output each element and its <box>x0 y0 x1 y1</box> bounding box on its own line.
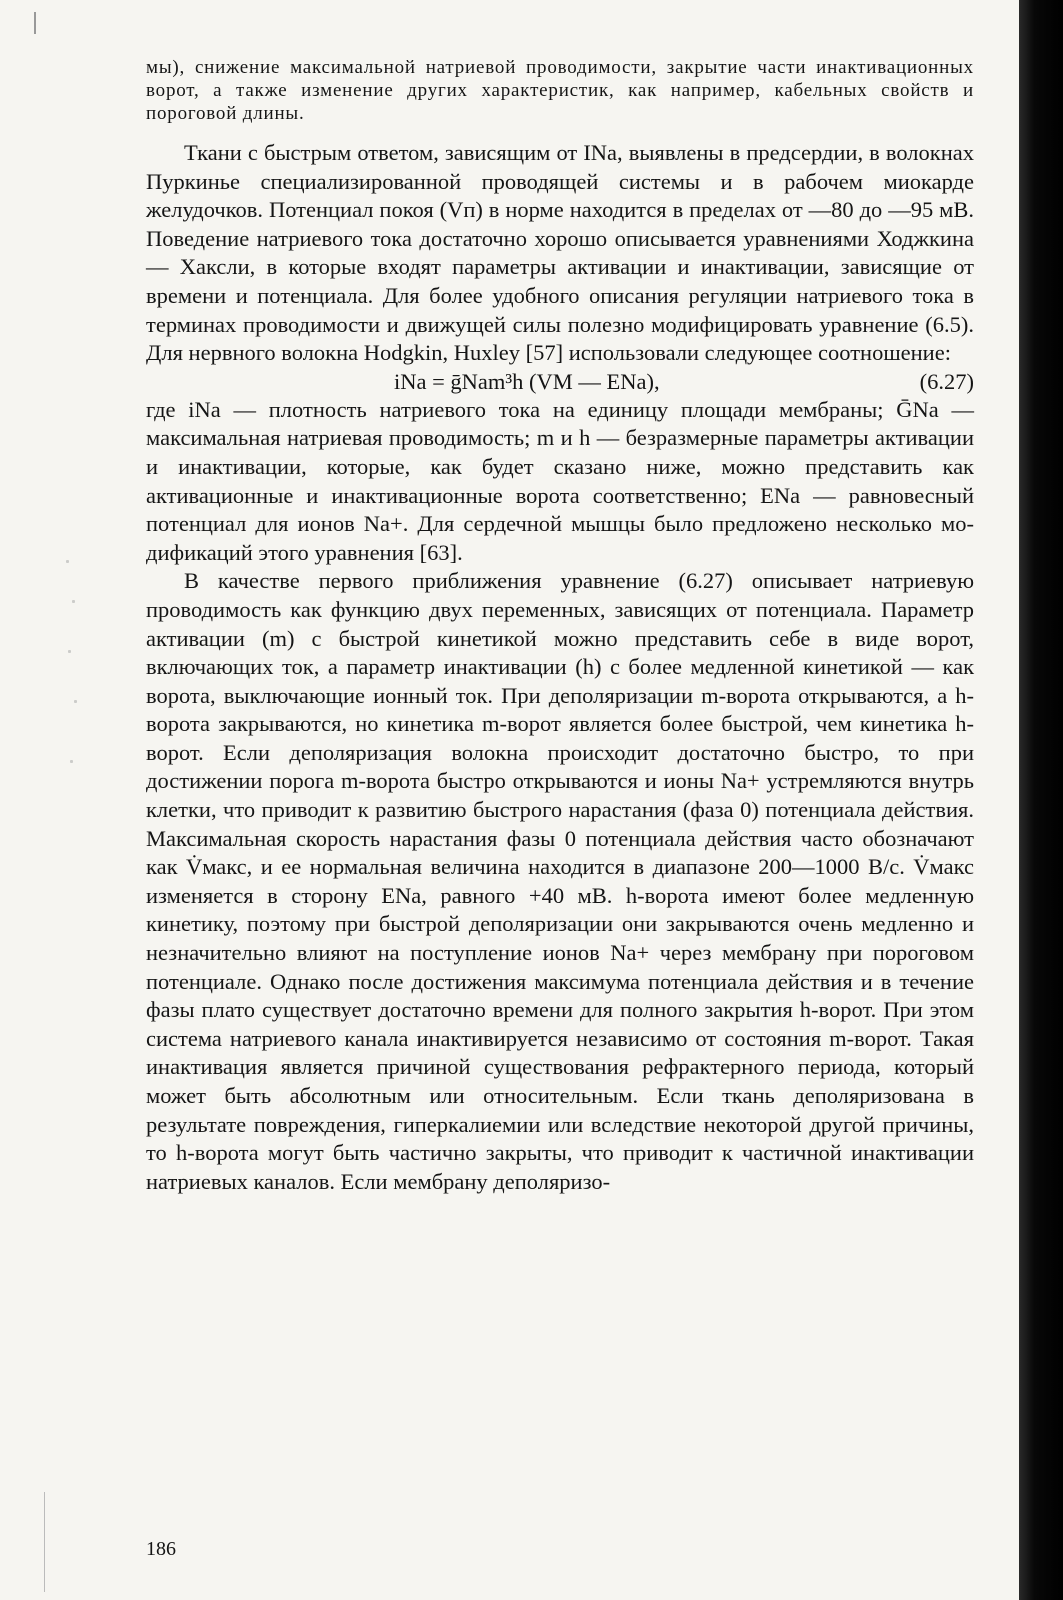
lead-paragraph: мы), снижение максимальной натриевой проводимости, закрытие части инактивационных ворот, а также изменение других характеристик, как например, кабельных свойств и пороговой длины. <box>146 57 974 124</box>
scan-artifact-speck <box>74 700 77 703</box>
page-number: 186 <box>146 1538 176 1560</box>
equation-6-27 <box>146 368 974 396</box>
body-paragraph: где iNa — плотность натриевого тока на единицу площади мембраны; ḠNa — максимальная натриевая проводимость; m и h — безразмерные параметры активации и инактивации, которые, как будет сказано ниже, можно представить как активационные и инактивационные ворота соответственно; ENa — равновесный потенциал для ионов Na+. Для сердечной мышцы было предложено несколько модификаций этого уравнения [63]. <box>146 396 974 565</box>
scan-artifact-speck <box>66 560 69 563</box>
body-paragraph: В качестве первого приближения уравнение (6.27) описывает натриевую проводимость как функцию двух переменных, зависящих от потенциала. Параметр активации (m) с быстрой кинетикой можно представить себе в виде ворот, включающих ток, а параметр инактивации (h) с более медленной кинетикой — как ворота, выключающие ионный ток. При деполяризации m-ворота открываются, а h-ворота закрываются, но кинетика m-ворот является более быстрой, чем кинетика h-ворот. Если деполяризация волокна происходит достаточно быстро, то при достижении порога m-ворота быстро открываются и ионы Na+ устремляются внутрь клетки, что приводит к развитию быстрого нарастания (фаза 0) потенциала действия. Максимальная скорость нарастания фазы 0 потенциала действия часто обозначают как V̇макс, и ее нормальная величина находится в диапазоне 200—1000 В/с. V̇макс изменяется в сторону ENa, равного +40 мВ. h-ворота имеют более медленную кинетику, поэтому при быстрой деполяризации они закрываются очень медленно и незначительно влияют на поступление ионов Na+ через мембрану при пороговом потенциале. Однако после достижения максимума потенциала действия и в течение фазы плато существует достаточно времени для полного закрытия h-ворот. При этом система натриевого канала инактивируется независимо от состояния m-ворот. Такая инактивация является причиной существования рефрактерного периода, который может быть абсолютным или относительным. Если ткань деполяризована в результате повреждения, гиперкалиемии или вследствие некоторой другой причины, то h-ворота могут быть частично закрыты, что приводит к частичной инактивации натриевых каналов. Если мембрану деполяризо- <box>146 568 974 1194</box>
scan-artifact-line <box>44 1492 45 1592</box>
scan-artifact-speck <box>72 600 75 603</box>
body-paragraph: Ткани с быстрым ответом, зависящим от INa, выявлены в предсердии, в волокнах Пуркинье специализированной проводящей системы и в рабочем миокарде желудочков. Потенциал покоя (Vп) в норме находится в пределах от —80 до —95 мВ. Поведение натриевого тока достаточно хорошо описывается уравнениями Ходжкина — Хаксли, в которые входят параметры активации и инактивации, зависящие от времени и потенциала. Для более удобного описания регуляции натриевого тока в терминах проводимости и движущей силы полезно модифицировать уравнение (6.5). Для нервного волокна Hodgkin, Huxley [57] использовали следующее соотношение: <box>146 140 974 366</box>
scan-dark-edge <box>1019 0 1063 1600</box>
text-column <box>146 56 974 1196</box>
equation-number: (6.27) <box>919 368 974 394</box>
scan-artifact-line <box>34 12 36 34</box>
scan-artifact-speck <box>68 650 71 653</box>
scan-artifact-speck <box>70 760 73 763</box>
equation-body: iNa = ḡNam³h (VM — ENa), <box>394 368 660 394</box>
